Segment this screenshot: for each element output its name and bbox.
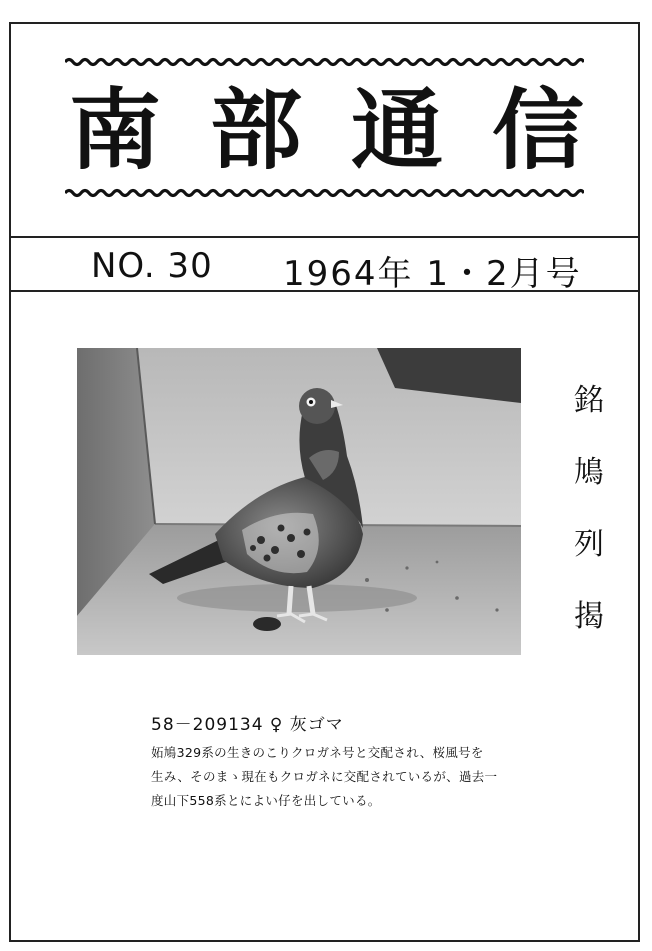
- side-title-char: 揭: [574, 599, 604, 634]
- caption-headline: 58－209134 ♀ 灰ゴマ: [151, 715, 344, 735]
- side-title-char: 鳩: [574, 455, 604, 490]
- masthead-title: [69, 76, 584, 186]
- masthead: [11, 24, 638, 236]
- side-title-char: 列: [574, 527, 604, 562]
- side-title-char: 銘: [574, 383, 604, 418]
- photo-caption: [151, 710, 571, 813]
- caption-line: 度山下558系とによい仔を出している。: [151, 793, 381, 808]
- caption-line: 妬鳩329系の生きのこりクロガネ号と交配され、桜風号を: [151, 745, 484, 760]
- newsletter-cover: [9, 22, 640, 942]
- side-title: [571, 374, 607, 644]
- title-char: 部: [209, 79, 302, 182]
- masthead-wave-bottom: [65, 188, 584, 198]
- title-char: 信: [491, 79, 584, 182]
- title-char: 南: [69, 79, 162, 182]
- pigeon-photo: [77, 348, 521, 655]
- issue-date: 1964年 1・2月号: [283, 254, 582, 294]
- issue-number: NO. 30: [91, 246, 213, 286]
- masthead-wave-top: [65, 57, 584, 67]
- issue-bar: [11, 238, 638, 294]
- caption-line: 生み、そのまゝ現在もクロガネに交配されているが、過去一: [151, 769, 498, 784]
- divider-bottom: [11, 290, 638, 292]
- caption-body: [151, 741, 571, 813]
- title-char: 通: [350, 79, 443, 182]
